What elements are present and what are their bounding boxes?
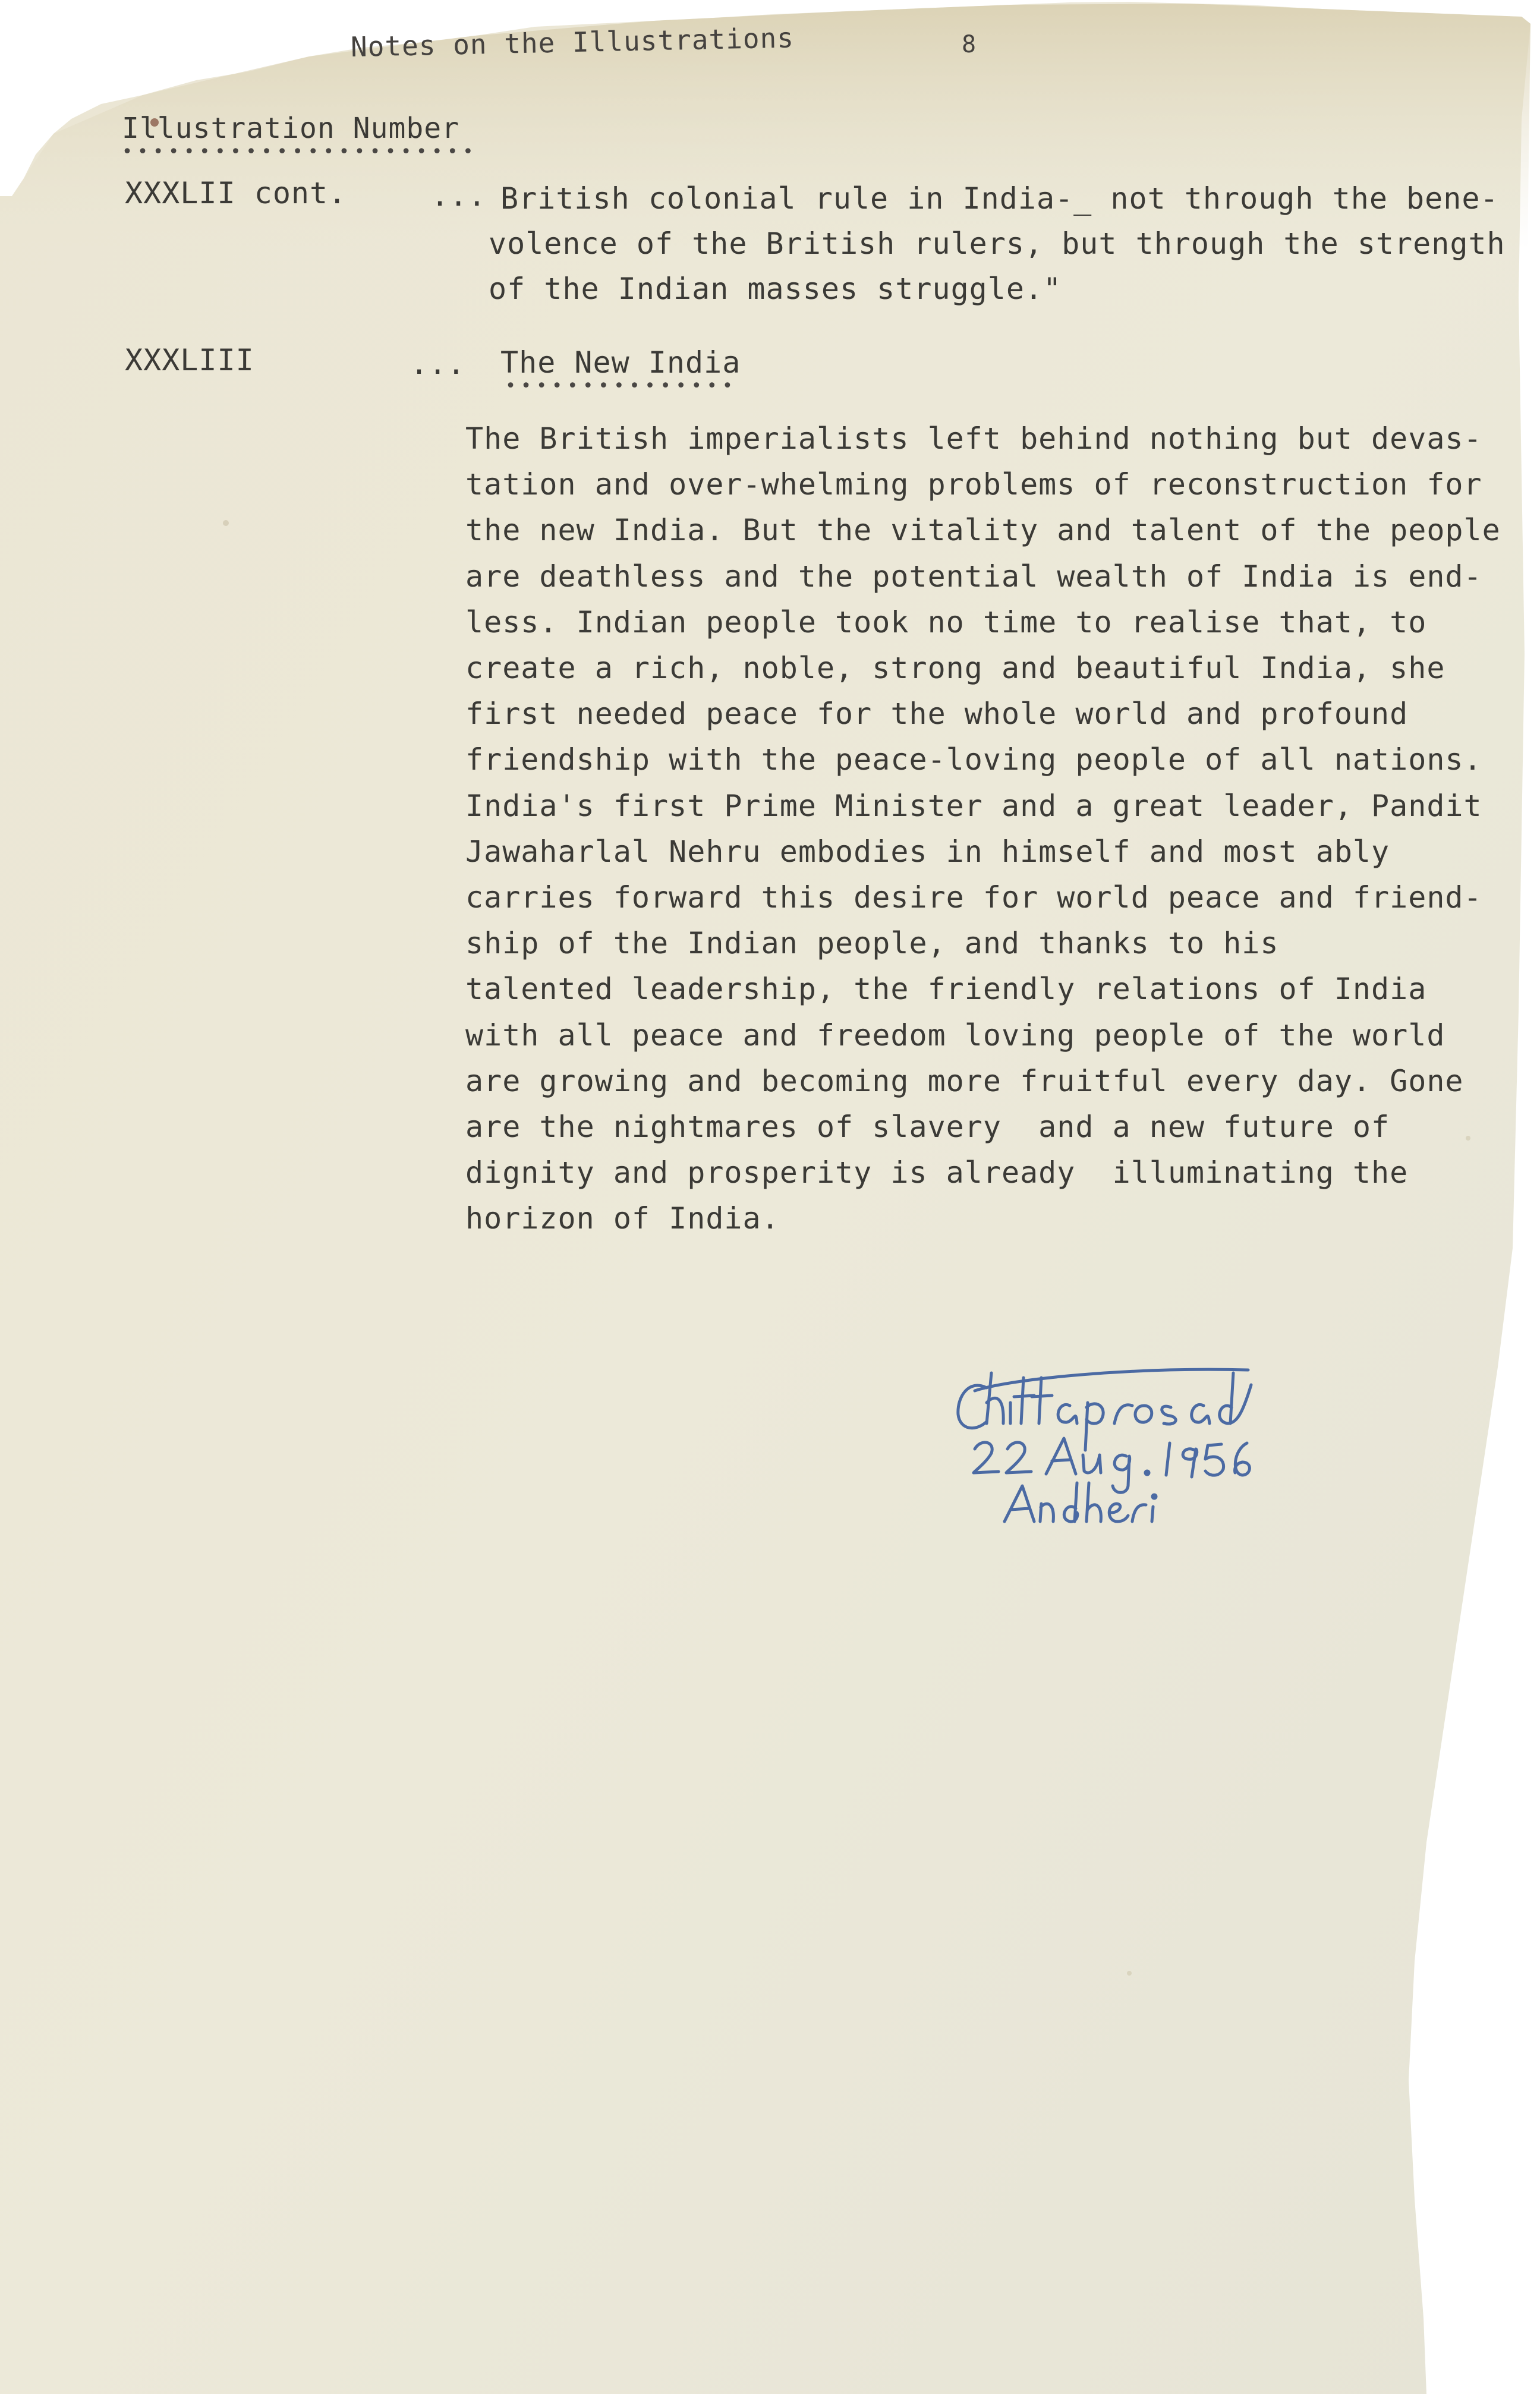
entry-ellipsis: ... [410,346,466,381]
entry-number: XXXLIII [125,343,254,377]
running-header: Notes on the Illustrations [350,21,795,63]
entry-text [489,176,1540,311]
illustration-heading: Illustration Number [122,112,460,145]
text-line: of the Indian masses struggle." [489,272,1062,306]
text-line: first needed peace for the whole world and profound [465,697,1409,732]
text-line: are the nightmares of slavery and a new future of [465,1110,1390,1145]
title-dotted-underline: ••••••••••••••• [505,376,738,396]
text-line: The British imperialists left behind nothing but devas- [465,421,1482,456]
text-line: carries forward this desire for world peace and friend- [465,880,1482,915]
text-line: talented leadership, the friendly relations of India [465,972,1427,1007]
text-line: are growing and becoming more fruitful every day. Gone [465,1063,1464,1098]
entry-title: The New India [500,345,741,380]
entry-body [465,416,1535,1242]
page-number: 8 [962,31,977,58]
text-line: India's first Prime Minister and a great leader, Pandit [465,788,1482,823]
text-line: are deathless and the potential wealth of India is end- [465,559,1482,594]
text-line: the new India. But the vitality and talent of the people [465,513,1501,548]
text-line: British colonial rule in India-_ not through the bene- [500,181,1499,216]
text-line: Jawaharlal Nehru embodies in himself and most ably [465,834,1390,869]
text-line: with all peace and freedom loving people of the world [465,1018,1445,1053]
text-line: ship of the Indian people, and thanks to his [465,926,1279,961]
text-line: horizon of India. [465,1201,780,1236]
entry-number: XXXLII cont. [125,176,347,210]
text-line: tation and over-whelming problems of reconstruction for [465,467,1482,502]
text-line: friendship with the peace-loving people of all nations. [465,742,1482,777]
entry-ellipsis: ... [431,178,487,213]
text-line: dignity and prosperity is already illuminating the [465,1155,1409,1190]
text-line: create a rich, noble, strong and beautiful India, she [465,651,1445,686]
text-line: less. Indian people took no time to realise that, to [465,604,1427,640]
heading-dotted-underline: ••••••••••••••••••••••• [122,141,478,162]
text-line: volence of the British rulers, but through the strength [489,226,1506,261]
